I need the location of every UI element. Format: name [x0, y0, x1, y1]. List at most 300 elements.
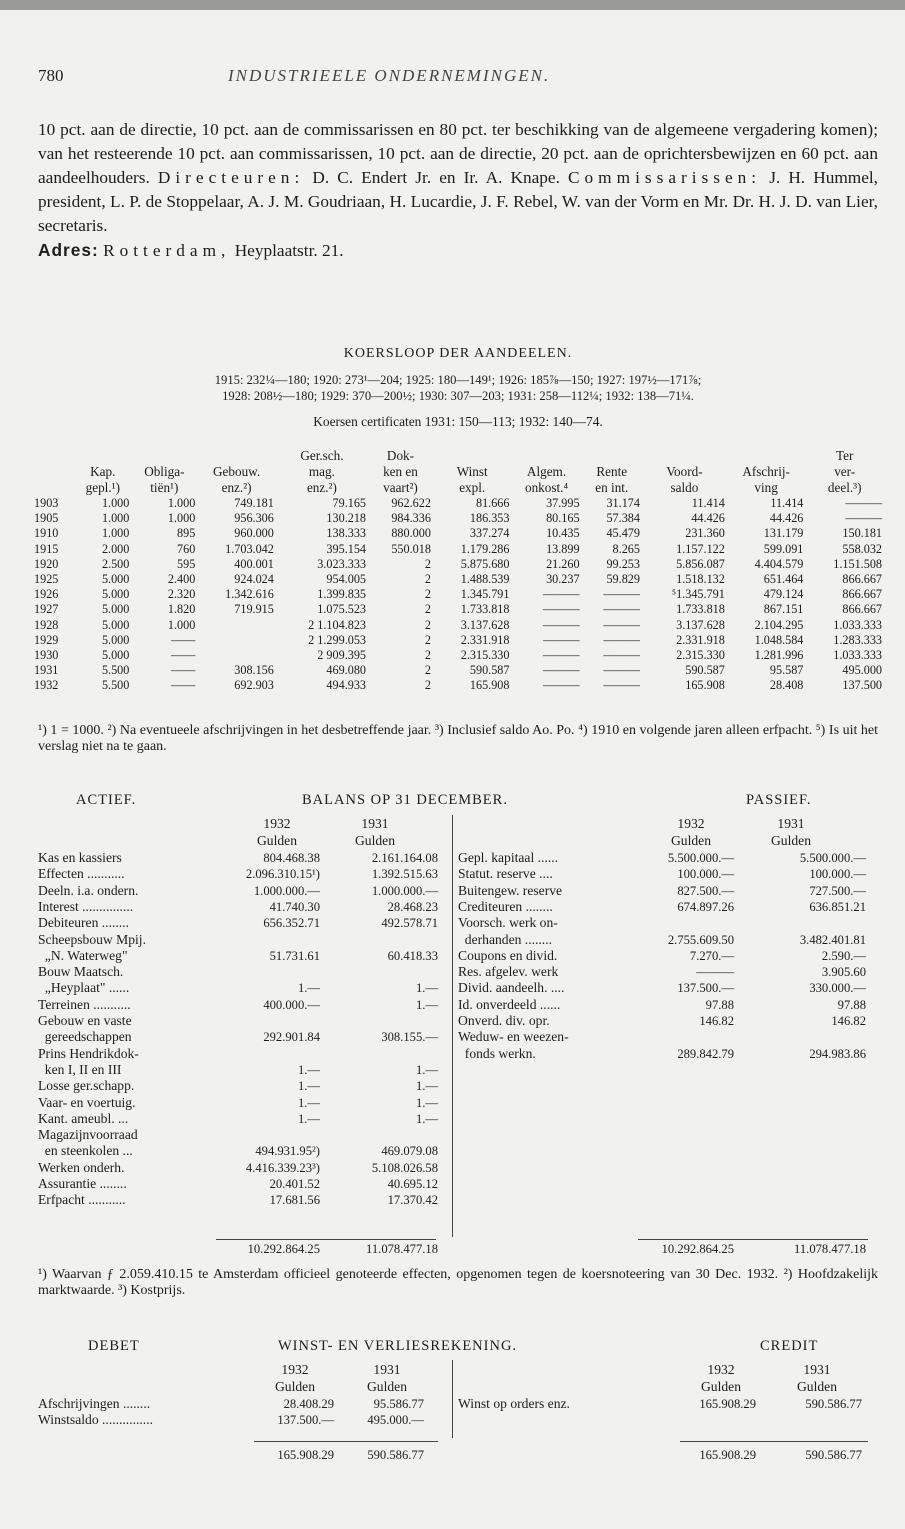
overview-cell: 165.908: [685, 678, 725, 693]
ledger-label: Coupons en divid.: [458, 947, 558, 963]
overview-cell: ———: [543, 648, 580, 663]
overview-header-cell: Obliga-: [144, 464, 185, 479]
debet-total-1932: 165.908.29: [277, 1448, 334, 1462]
overview-header-cell: gepl.¹): [85, 480, 120, 495]
overview-row: [32, 511, 884, 526]
value-1932: 5.500.000.—: [667, 851, 734, 865]
overview-cell: 1.281.996: [754, 648, 804, 663]
overview-row: [32, 663, 884, 678]
overview-cell: 1.033.333: [833, 617, 882, 632]
overview-cell: 44.426: [691, 511, 725, 526]
overview-header-cell: ver-: [834, 464, 856, 479]
overview-header-cell: Kap.: [90, 464, 116, 479]
value-1932: 17.681.56: [269, 1193, 320, 1208]
value-1932: 165.908.29: [699, 1397, 756, 1411]
overview-cell: ———: [603, 617, 640, 632]
overview-cell: 2: [424, 572, 431, 587]
overview-cell: 3.023.333: [317, 556, 367, 571]
overview-cell: 8.265: [612, 541, 640, 556]
ledger-label: „N. Waterweg": [38, 947, 128, 963]
intro-text: 10 pct. aan de directie, 10 pct. aan de commissarissen en 80 pct. ter beschikking van de algemeene vergadering komen); van het resteerende 10 pct. aan commissarissen, 10 pct. aan de directie, 20 pct. aan de oprichtersbewijzen en 60 pct. aan aandeelhouders.: [38, 120, 878, 187]
debet-total-rule: [254, 1441, 438, 1442]
overview-cell: 79.165: [332, 496, 367, 510]
value-1932: 292.901.84: [263, 1030, 320, 1045]
value-1931: 40.695.12: [387, 1177, 438, 1191]
value-1932: 1.—: [297, 981, 320, 996]
ledger-label: Werken onderh.: [38, 1159, 125, 1175]
value-1931: 28.468.23: [387, 899, 438, 914]
overview-cell: 1.342.616: [225, 587, 274, 602]
overview-cell: 130.218: [326, 511, 367, 526]
overview-cell: 5.000: [101, 617, 130, 632]
overview-cell: 5.000: [101, 648, 130, 663]
ledger-label: ken I, II en III: [38, 1061, 122, 1077]
ledger-label: Debiteuren ........: [38, 915, 129, 931]
overview-header-cell: Dok-: [386, 448, 415, 463]
value-1931: 95.586.77: [373, 1397, 424, 1411]
overview-cell: 719.915: [234, 602, 274, 617]
value-1932: 827.500.—: [677, 883, 734, 898]
overview-header-cell: saldo: [670, 480, 699, 495]
overview-cell: 1.399.835: [317, 587, 367, 602]
overview-header-cell: [582, 448, 642, 464]
ledger-label: Id. onverdeeld ......: [458, 996, 561, 1012]
overview-header-cell: Winst: [456, 464, 488, 479]
value-1931: 495.000.—: [367, 1413, 424, 1428]
overview-cell: 1.157.122: [676, 541, 725, 556]
ledger-label: Gebouw en vaste: [38, 1013, 132, 1028]
ledger-row: [38, 1176, 442, 1192]
wv-title: WINST- EN VERLIESREKENING.: [278, 1338, 518, 1354]
overview-cell: 960.000: [234, 526, 274, 541]
ledger-row: [38, 899, 442, 915]
overview-cell: 895: [177, 526, 196, 541]
ledger-row: [458, 899, 878, 915]
wv-block: [38, 1362, 878, 1472]
overview-cell: 5.000: [101, 587, 130, 602]
overview-cell: 57.384: [606, 511, 640, 526]
overview-cell: [197, 618, 276, 633]
credit-unit-2: Gulden: [796, 1379, 838, 1394]
overview-header-cell: [74, 448, 131, 464]
overview-cell: 1.000: [167, 617, 196, 632]
overview-header-cell: [197, 448, 276, 464]
overview-cell: 2 909.395: [317, 648, 367, 663]
value-1932: 1.—: [297, 1062, 320, 1077]
value-1932: 51.731.61: [269, 948, 320, 963]
overview-year: 1926: [34, 587, 59, 602]
value-1932: 804.468.38: [263, 851, 320, 865]
ledger-label: en steenkolen ...: [38, 1143, 133, 1159]
overview-header-cell: ken en: [383, 464, 418, 479]
overview-header-row: [32, 464, 884, 480]
credit-total-rule: [680, 1441, 868, 1442]
ledger-label: Crediteuren ........: [458, 898, 553, 914]
overview-cell: 1.518.132: [676, 572, 725, 587]
overview-row: [32, 572, 884, 587]
overview-cell: 595: [177, 556, 196, 571]
overview-header-cell: [433, 448, 512, 464]
ledger-row: [458, 932, 878, 948]
value-1931: 492.578.71: [381, 916, 438, 931]
overview-cell: 692.903: [234, 678, 274, 693]
credit-title: CREDIT: [760, 1338, 819, 1354]
overview-cell: 59.829: [606, 572, 640, 587]
overview-cell: 2.000: [101, 541, 130, 556]
overview-header-cell: [32, 464, 74, 480]
overview-cell: 760: [177, 541, 196, 556]
overview-cell: 956.306: [234, 511, 274, 526]
overview-year: 1930: [34, 648, 59, 663]
overview-cell: ———: [543, 602, 580, 617]
value-1931: 1.—: [415, 1111, 438, 1126]
ledger-label: Terreinen ...........: [38, 996, 131, 1012]
overview-cell: ———: [603, 587, 640, 602]
overview-cell: 99.253: [606, 556, 640, 571]
overview-year: 1920: [34, 556, 59, 571]
value-1932: ———: [696, 965, 734, 980]
ledger-row: [38, 1396, 442, 1412]
value-1932: 100.000.—: [677, 867, 734, 882]
overview-cell: ——: [170, 648, 196, 663]
overview-cell: ———: [543, 617, 580, 632]
passief-unit-2: Gulden: [770, 833, 812, 848]
ledger-row: [458, 1046, 878, 1062]
value-1931: 1.—: [415, 997, 438, 1012]
overview-cell: 131.179: [763, 526, 804, 541]
overview-cell: 2.500: [101, 556, 130, 571]
overview-cell: 395.154: [326, 541, 367, 556]
actief-unit-1: Gulden: [256, 833, 298, 848]
overview-cell: 5.000: [101, 602, 130, 617]
overview-note: ¹) 1 = 1000. ²) Na eventueele afschrijvingen in het desbetreffende jaar. ³) Inclusief saldo Ao. Po. ⁴) 1910 en volgende jaren alleen erfpacht. ⁵) Is uit het verslag niet na te gaan.: [38, 723, 878, 754]
directeuren-label: Directeuren:: [157, 168, 305, 187]
page-number: 780: [38, 66, 64, 85]
actief-unit-2: Gulden: [354, 833, 396, 848]
adres-label: Adres:: [38, 240, 99, 260]
ledger-row: [38, 980, 442, 996]
overview-cell: 2: [424, 663, 431, 678]
overview-cell: 95.587: [769, 663, 804, 678]
overview-cell: ———: [543, 632, 580, 647]
overview-header-cell: en int.: [595, 480, 629, 495]
scan-top-edge: [0, 0, 905, 10]
ledger-label: Buitengew. reserve: [458, 882, 563, 898]
overview-cell: 1.733.818: [676, 602, 725, 617]
debet-year-2: 1931: [373, 1362, 401, 1377]
value-1931: 1.—: [415, 981, 438, 996]
overview-cell: 1.075.523: [317, 602, 367, 617]
value-1931: 330.000.—: [809, 981, 866, 996]
overview-cell: 1.179.286: [460, 541, 510, 556]
overview-header-cell: Algem.: [526, 464, 567, 479]
value-1932: 97.88: [705, 997, 734, 1012]
ledger-row: [38, 948, 442, 964]
overview-cell: 337.274: [469, 526, 510, 541]
overview-cell: 1.000: [167, 511, 196, 526]
overview-cell: 550.018: [391, 541, 431, 556]
overview-cell: ——: [170, 663, 196, 678]
overview-year: 1928: [34, 617, 59, 632]
overview-cell: 495.000: [842, 663, 882, 678]
overview-cell: 1.000: [101, 511, 130, 526]
koersloop-title: KOERSLOOP DER AANDEELEN.: [343, 346, 573, 361]
value-1931: 308.155.—: [381, 1030, 438, 1045]
ledger-row: [38, 964, 442, 980]
overview-header-cell: [32, 448, 74, 464]
overview-cell: 44.426: [769, 511, 804, 526]
overview-header-cell: [131, 448, 197, 464]
value-1931: 5.500.000.—: [799, 851, 866, 865]
overview-cell: 80.165: [546, 511, 580, 526]
overview-cell: ——: [170, 678, 196, 693]
overview-cell: 1.048.584: [754, 632, 804, 647]
overview-header-cell: [511, 448, 581, 464]
ledger-row: [38, 1029, 442, 1045]
overview-cell: ———: [845, 496, 882, 510]
ledger-label: Winstsaldo ...............: [38, 1412, 153, 1428]
overview-cell: 1.151.508: [833, 556, 882, 571]
overview-cell: 2: [424, 602, 431, 617]
value-1931: 1.—: [415, 1079, 438, 1094]
ledger-row: [38, 1143, 442, 1159]
overview-row: [32, 633, 884, 648]
debet-unit-2: Gulden: [366, 1379, 408, 1394]
ledger-row: [458, 1396, 878, 1412]
overview-cell: 2: [424, 678, 431, 693]
value-1931: 727.500.—: [809, 883, 866, 898]
overview-cell: 962.622: [391, 496, 431, 510]
overview-cell: 31.174: [606, 496, 640, 510]
ledger-row: [458, 866, 878, 882]
commissarissen-names: J. H. Hummel, president, L. P. de Stoppelaar, A. J. M. Goudriaan, H. Lucardie, J. F. Rebel, W. van der Vorm en Mr. Dr. H. J. D. van Lier, secretaris.: [38, 168, 879, 235]
value-1931: 2.161.164.08: [371, 851, 438, 865]
value-1932: 1.—: [297, 1079, 320, 1094]
overview-header-cell: [642, 448, 727, 464]
overview-cell: 2: [424, 556, 431, 571]
passief-total-rule: [638, 1239, 868, 1240]
overview-cell: 28.408: [769, 678, 804, 693]
ledger-row: [38, 1111, 442, 1127]
value-1931: 3.905.60: [821, 965, 866, 980]
ledger-row: [38, 1160, 442, 1176]
value-1932: 20.401.52: [269, 1177, 320, 1191]
ledger-row: [38, 997, 442, 1013]
overview-cell: 558.032: [842, 541, 882, 556]
overview-cell: 138.333: [326, 526, 367, 541]
value-1932: 1.—: [297, 1095, 320, 1110]
overview-header-cell: tiën¹): [150, 480, 179, 495]
overview-header-cell: [32, 480, 74, 496]
overview-cell: 2.315.330: [460, 648, 510, 663]
overview-cell: [197, 648, 276, 663]
ledger-row: [458, 883, 878, 899]
overview-cell: 2.315.330: [676, 648, 725, 663]
credit-year-2: 1931: [803, 1362, 831, 1377]
overview-cell: 1.820: [167, 602, 196, 617]
ledger-label: Interest ...............: [38, 898, 134, 914]
actief-year-1: 1932: [263, 816, 291, 831]
overview-cell: 308.156: [234, 663, 274, 678]
overview-header-cell: vaart²): [383, 480, 418, 495]
overview-cell: 37.995: [546, 496, 580, 510]
overview-cell: 30.237: [546, 572, 580, 587]
overview-cell: 1.345.791: [460, 587, 510, 602]
passief-title: PASSIEF.: [746, 792, 812, 808]
overview-cell: 2.331.918: [460, 632, 510, 647]
credit-total-1931: 590.586.77: [805, 1448, 862, 1462]
overview-cell: 186.353: [469, 511, 510, 526]
overview-header-cell: ving: [754, 480, 778, 495]
value-1932: 494.931.95²): [255, 1144, 320, 1159]
debet-title: DEBET: [88, 1338, 140, 1354]
ledger-row: [38, 932, 442, 948]
overview-header-cell: Voord-: [666, 464, 703, 479]
value-1931: 294.983.86: [809, 1046, 866, 1061]
credit-unit-1: Gulden: [700, 1379, 742, 1394]
ledger-label: Magazijnvoorraad: [38, 1127, 138, 1143]
passief-total-1931: 11.078.477.18: [794, 1242, 866, 1256]
overview-year: 1915: [34, 541, 59, 556]
overview-header-row: [32, 448, 884, 464]
value-1932: 289.842.79: [677, 1046, 734, 1061]
ledger-row: [458, 915, 878, 931]
ledger-label: Deeln. i.a. ondern.: [38, 882, 139, 898]
overview-cell: ———: [603, 648, 640, 663]
adres-street: Heyplaatstr. 21.: [234, 241, 344, 260]
overview-cell: 880.000: [391, 526, 431, 541]
ledger-row: [38, 1412, 442, 1428]
overview-year: 1929: [34, 632, 59, 647]
overview-cell: 5.875.680: [460, 556, 510, 571]
passief-year-2: 1931: [777, 816, 805, 831]
value-1932: 28.408.29: [283, 1397, 334, 1411]
overview-row: [32, 618, 884, 633]
koersen-certificaten: Koersen certificaten 1931: 150—113; 1932: 140—74.: [313, 414, 603, 429]
overview-cell: 590.587: [469, 663, 510, 678]
overview-cell: 866.667: [842, 602, 882, 617]
overview-cell: 2: [424, 617, 431, 632]
overview-row: [32, 648, 884, 663]
passief-total-1932: 10.292.864.25: [661, 1242, 734, 1256]
overview-cell: ———: [543, 663, 580, 678]
overview-cell: 2.400: [167, 572, 196, 587]
ledger-label: Effecten ...........: [38, 866, 125, 882]
ledger-label: Prins Hendrikdok-: [38, 1045, 139, 1061]
intro-paragraph: [38, 118, 878, 263]
overview-cell: 1.033.333: [833, 648, 882, 663]
value-1931: 17.370.42: [387, 1193, 438, 1208]
overview-cell: 45.479: [606, 526, 640, 541]
debet-total-1931: 590.586.77: [367, 1448, 424, 1462]
overview-header-row: [32, 480, 884, 496]
value-1931: 1.392.515.63: [371, 867, 438, 882]
overview-cell: 10.435: [546, 526, 580, 541]
passief-unit-1: Gulden: [670, 833, 712, 848]
overview-cell: 1.733.818: [460, 602, 510, 617]
overview-header-cell: [727, 448, 806, 464]
overview-cell: 2.331.918: [676, 632, 725, 647]
ledger-label: Voorsch. werk on-: [458, 915, 558, 931]
overview-cell: 1.000: [101, 526, 130, 541]
overview-cell: 2.104.295: [754, 617, 804, 632]
ledger-label: Onverd. div. opr.: [458, 1013, 550, 1028]
value-1932: 656.352.71: [263, 916, 320, 931]
ledger-row: [458, 980, 878, 996]
overview-cell: 749.181: [234, 496, 274, 510]
overview-cell: 81.666: [475, 496, 510, 510]
value-1931: 3.482.401.81: [799, 932, 866, 947]
debet-year-1: 1932: [281, 1362, 309, 1377]
overview-cell: 150.181: [842, 526, 882, 541]
overview-cell: 1.703.042: [225, 541, 274, 556]
overview-cell: ⁵1.345.791: [671, 587, 725, 602]
overview-cell: 2: [424, 587, 431, 602]
value-1932: 2.096.310.15¹): [245, 867, 320, 882]
overview-header-cell: mag.: [308, 464, 335, 479]
value-1932: 146.82: [699, 1014, 734, 1028]
overview-cell: 924.024: [234, 572, 274, 587]
overview-header-cell: onkost.⁴: [524, 480, 569, 495]
overview-cell: ——: [170, 632, 196, 647]
actief-total-1931: 11.078.477.18: [366, 1242, 438, 1256]
overview-cell: 5.500: [101, 678, 130, 693]
value-1931: 1.—: [415, 1062, 438, 1077]
overview-cell: ———: [603, 663, 640, 678]
overview-cell: 2 1.299.053: [308, 632, 367, 647]
overview-cell: 1.488.539: [460, 572, 510, 587]
overview-header-cell: deel.³): [827, 480, 862, 495]
ledger-label: Statut. reserve ....: [458, 866, 553, 882]
overview-table: [32, 448, 884, 694]
overview-cell: 2: [424, 632, 431, 647]
overview-cell: 866.667: [842, 587, 882, 602]
overview-cell: 1.000: [167, 496, 196, 510]
value-1932: 7.270.—: [689, 948, 734, 963]
overview-cell: 867.151: [763, 602, 804, 617]
overview-row: [32, 557, 884, 572]
overview-cell: 494.933: [326, 678, 367, 693]
overview-cell: 21.260: [546, 556, 580, 571]
overview-cell: 599.091: [763, 541, 804, 556]
commissarissen-label: Commissarissen:: [568, 168, 762, 187]
overview-cell: 2: [424, 648, 431, 663]
overview-cell: 2.320: [167, 587, 196, 602]
overview-row: [32, 542, 884, 557]
ledger-label: Losse ger.schapp.: [38, 1078, 135, 1094]
ledger-label: Res. afgelev. werk: [458, 964, 559, 980]
koersloop-line-1: 1915: 232¼—180; 1920: 273¹—204; 1925: 180—149¹; 1926: 185⅞—150; 1927: 197½—171⅞;: [214, 373, 702, 387]
overview-cell: ———: [603, 632, 640, 647]
ledger-row: [458, 997, 878, 1013]
overview-row: [32, 526, 884, 541]
overview-cell: 3.137.628: [676, 617, 725, 632]
ledger-label: Scheepsbouw Mpij.: [38, 931, 146, 947]
value-1931: 636.851.21: [809, 899, 866, 914]
credit-total-1932: 165.908.29: [699, 1448, 756, 1462]
overview-cell: 1.000: [101, 496, 130, 510]
overview-cell: 4.404.579: [754, 556, 804, 571]
ledger-row: [458, 964, 878, 980]
ledger-label: Weduw- en weezen-: [458, 1029, 569, 1045]
koersloop-line-2: 1928: 208½—180; 1929: 370—200½; 1930: 307—203; 1931: 258—112¼; 1932: 138—71¼.: [222, 389, 694, 403]
overview-year: 1931: [34, 663, 59, 678]
overview-header-cell: Ter: [836, 448, 854, 463]
overview-cell: 3.137.628: [460, 617, 510, 632]
overview-header-cell: enz.²): [306, 480, 337, 495]
value-1931: 1.000.000.—: [371, 883, 438, 898]
value-1932: 2.755.609.50: [667, 932, 734, 947]
